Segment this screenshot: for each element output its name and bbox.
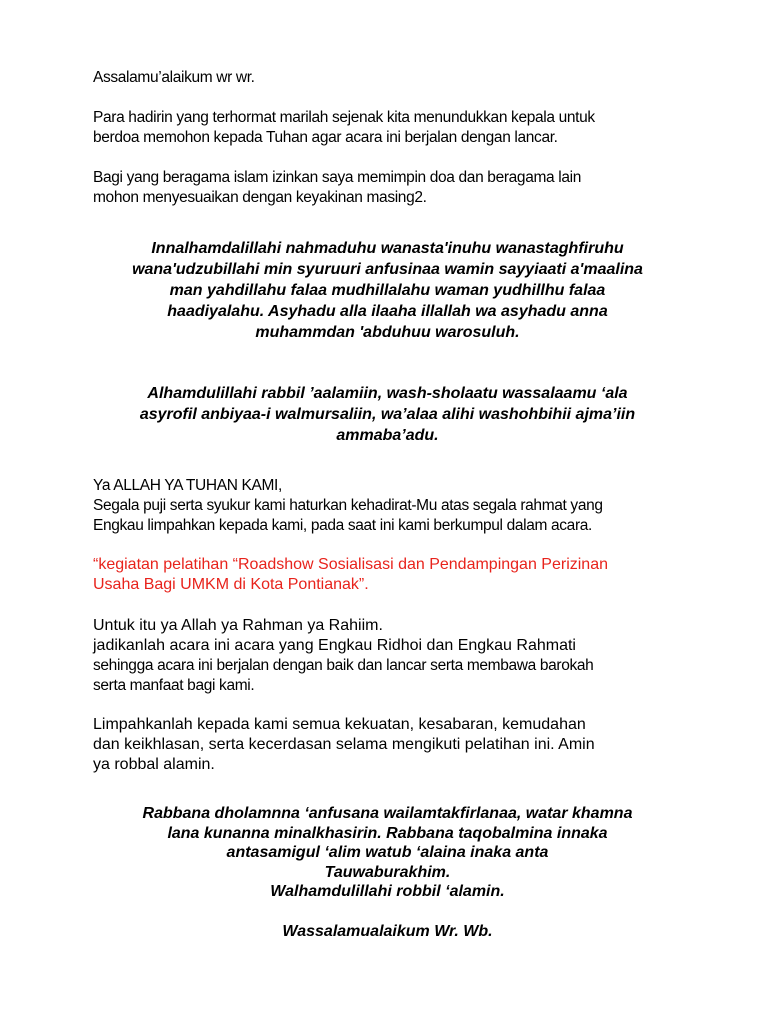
intro-paragraph <box>93 108 682 148</box>
closing-prayer-line: lana kunanna minalkhasirin. Rabbana taqobalmina innaka <box>167 824 608 842</box>
religion-paragraph <box>93 168 682 208</box>
blessing-line: Limpahkanlah kepada kami semua kekuatan, kesabaran, kemudahan <box>93 716 586 733</box>
intro-line: Para hadirin yang terhormat marilah sejenak kita menundukkan kepala untuk <box>93 109 595 126</box>
request-line: jadikanlah acara ini acara yang Engkau Ridhoi dan Engkau Rahmati <box>93 637 576 654</box>
blessing-paragraph <box>93 715 682 775</box>
hamdalah-line: asyrofil anbiyaa-i walmursaliin, wa’alaa alihi washohbihii ajma’iin <box>139 406 636 423</box>
religion-line: mohon menyesuaikan dengan keyakinan masing2. <box>93 189 427 206</box>
closing-prayer <box>93 804 682 902</box>
request-paragraph <box>93 616 682 696</box>
hamdalah-line: Alhamdulillahi rabbil ’aalamiin, wash-sholaatu wassalaamu ‘ala <box>147 385 628 402</box>
arabic-opening-line: wana'udzubillahi min syuruuri anfusinaa wamin sayyiaati a'maalina <box>132 261 643 278</box>
hamdalah-paragraph <box>93 383 682 446</box>
closing-prayer-line: Walhamdulillahi robbil ‘alamin. <box>270 883 505 900</box>
arabic-opening <box>93 238 682 343</box>
request-line: sehingga acara ini berjalan dengan baik dan lancar serta membawa barokah <box>93 657 594 674</box>
closing-prayer-line: Rabbana dholamnna ‘anfusana wailamtakfirlanaa, watar khamna <box>142 805 633 822</box>
closing-prayer-line: antasamigul ‘alim watub ‘alaina inaka anta <box>226 844 549 861</box>
arabic-opening-line: haadiyalahu. Asyhadu alla ilaaha illallah wa asyhadu anna <box>167 303 608 320</box>
arabic-opening-line: man yahdillahu falaa mudhillalahu waman yudhillhu falaa <box>169 282 606 299</box>
event-paragraph <box>93 555 682 595</box>
closing-prayer-line: Tauwaburakhim. <box>324 863 451 881</box>
invocation-paragraph <box>93 476 682 536</box>
religion-line: Bagi yang beragama islam izinkan saya memimpin doa dan beragama lain <box>93 169 581 186</box>
blessing-line: ya robbal alamin. <box>93 756 215 773</box>
farewell: Wassalamualaikum Wr. Wb. <box>282 922 493 940</box>
event-line: “kegiatan pelatihan “Roadshow Sosialisasi dan Pendampingan Perizinan <box>93 556 608 573</box>
arabic-opening-line: Innalhamdalillahi nahmaduhu wanasta'inuhu wanastaghfiruhu <box>151 240 624 257</box>
blessing-line: dan keikhlasan, serta kecerdasan selama mengikuti pelatihan ini. Amin <box>93 736 595 753</box>
invocation-line: Segala puji serta syukur kami haturkan kehadirat-Mu atas segala rahmat yang <box>93 497 603 514</box>
hamdalah-line: ammaba’adu. <box>336 427 439 444</box>
request-line: Untuk itu ya Allah ya Rahman ya Rahiim. <box>93 617 383 634</box>
event-line: Usaha Bagi UMKM di Kota Pontianak”. <box>93 576 369 593</box>
arabic-opening-line: muhammdan 'abduhuu warosuluh. <box>255 324 520 341</box>
intro-line: berdoa memohon kepada Tuhan agar acara ini berjalan dengan lancar. <box>93 129 558 146</box>
request-line: serta manfaat bagi kami. <box>93 677 255 694</box>
greeting: Assalamu’alaikum wr wr. <box>93 69 255 86</box>
invocation-line: Ya ALLAH YA TUHAN KAMI, <box>93 477 282 494</box>
invocation-line: Engkau limpahkan kepada kami, pada saat ini kami berkumpul dalam acara. <box>93 517 592 534</box>
